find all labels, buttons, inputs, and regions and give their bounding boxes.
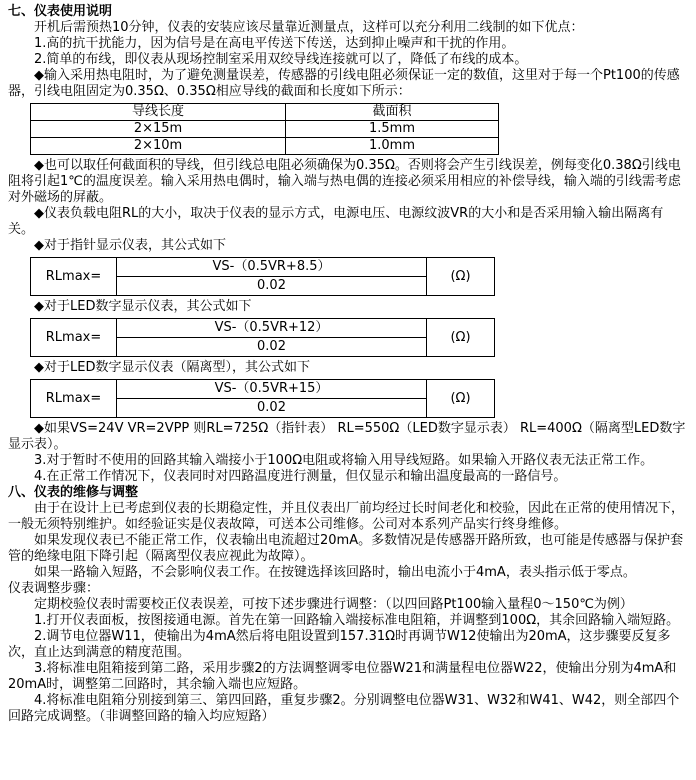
formula-numerator: VS-（0.5VR+15）: [117, 380, 426, 399]
adjustment-steps-heading: 仪表调整步骤：: [8, 581, 100, 596]
formula-unit: (Ω): [427, 319, 495, 357]
table-row: [31, 121, 499, 138]
section8-paragraph-1: 由于在设计上已考虑到仪表的长期稳定性，并且仪表出厂前均经过长时间老化和校验，因此在正常的使用情况下，一般无须特别维护。如经验证实是仪表故障，可送本公司维修。公司对本系列产品实行终身维修。: [8, 501, 685, 532]
formula-row: [31, 380, 495, 418]
adjustment-step-3: 3.将标准电阻箱接到第二路，采用步骤2的方法调整调零电位器W21和满量程电位器W22，使输出分别为4mA和20mA时，调整第二回路时，其余输入端也应短路。: [8, 661, 677, 692]
formula-numerator: VS-（0.5VR+12）: [117, 319, 426, 338]
formula-label: RLmax=: [31, 258, 117, 296]
section7-intro: 开机后需预热10分钟，仪表的安装应该尽量靠近测量点，这样可以充分利用二线制的如下优点：: [34, 20, 584, 35]
wire-length-header: 导线长度: [31, 104, 286, 121]
formula-intro-led-isolated: ◆对于LED数字显示仪表（隔离型），其公式如下: [34, 360, 310, 375]
formula-table-pointer: [30, 257, 495, 296]
wire-spec-table: [30, 103, 499, 155]
formula-fraction: [117, 258, 427, 296]
formula-denominator: 0.02: [257, 400, 286, 415]
adjustment-step-4: 4.将标准电阻箱分别接到第三、第四回路，重复步骤2。分别调整电位器W31、W32和W41、W42，则全部四个回路完成调整。（非调整回路的输入均应短路）: [8, 693, 680, 724]
section7-load-note: ◆仪表负载电阻RL的大小，取决于仪表的显示方式，电源电压、电源纹波VR的大小和是否采用输入输出隔离有关。: [8, 206, 664, 237]
formula-fraction: [117, 380, 427, 418]
formula-denominator: 0.02: [257, 278, 286, 293]
section8-periodic-note: 定期校验仪表时需要校正仪表误差，可按下述步骤进行调整：（以四回路Pt100输入量程0～150℃为例）: [34, 597, 633, 612]
wire-length-cell: 2×15m: [31, 121, 286, 138]
formula-intro-led: ◆对于LED数字显示仪表，其公式如下: [34, 299, 252, 314]
section7-wire-note: ◆也可以取任何截面积的导线，但引线总电阻必须确保为0.35Ω。否则将会产生引线误差，例每变化0.38Ω引线电阻将引起1℃的温度误差。输入采用热电偶时，输入端与热电偶的连接必须采用相应的补偿导线，输入端的引线需考虑对外磁场的屏蔽。: [8, 158, 681, 205]
section8-paragraph-3: 如果一路输入短路，不会影响仪表工作。在按键选择该回路时，输出电流小于4mA，表头指示低于零点。: [34, 565, 636, 580]
formula-row: [31, 319, 495, 357]
formula-label: RLmax=: [31, 380, 117, 418]
formula-denominator: 0.02: [257, 339, 286, 354]
section7-point-3: 3.对于暂时不使用的回路其输入端接小于100Ω电阻或将输入用导线短路。如果输入开路仪表无法正常工作。: [34, 453, 654, 468]
section7-point-4: 4.在正常工作情况下，仪表同时对四路温度进行测量，但仅显示和输出温度最高的一路信号。: [34, 469, 567, 484]
section-8-title: 八、仪表的维修与调整: [8, 485, 139, 500]
cross-section-cell: 1.0mm: [286, 138, 499, 155]
formula-fraction: [117, 319, 427, 357]
section7-point-2: 2.简单的布线，即仪表从现场控制室采用双绞导线连接就可以了，降低了布线的成本。: [34, 52, 528, 67]
formula-table-led-isolated: [30, 379, 495, 418]
cross-section-cell: 1.5mm: [286, 121, 499, 138]
formula-numerator: VS-（0.5VR+8.5）: [117, 258, 426, 277]
formula-row: [31, 258, 495, 296]
section7-point-1: 1.高的抗干扰能力，因为信号是在高电平传送下传送，达到抑止噪声和干扰的作用。: [34, 36, 515, 51]
section8-paragraph-2: 如果发现仪表已不能正常工作，仪表输出电流超过20mA。多数情况是传感器开路所致，也可能是传感器与保护套管的绝缘电阻下降引起（隔离型仪表应视此为故障）。: [8, 533, 684, 564]
cross-section-header: 截面积: [286, 104, 499, 121]
adjustment-step-1: 1.打开仪表面板，按图接通电源。首先在第一回路输入端接标准电阻箱，并调整到100Ω，其余回路输入端短路。: [34, 613, 680, 628]
section7-rtd-note: ◆输入采用热电阻时，为了避免测量误差，传感器的引线电阻必须保证一定的数值，这里对于每一个Pt100的传感器，引线电阻固定为0.35Ω、0.35Ω相应导线的截面和长度如下所示：: [8, 68, 680, 99]
section-7-title: 七、仪表使用说明: [8, 4, 113, 19]
wire-length-cell: 2×10m: [31, 138, 286, 155]
section7-example: ◆如果VS=24V VR=2VPP 则RL=725Ω（指针表） RL=550Ω（LED数字显示表） RL=400Ω（隔离型LED数字显示表）。: [8, 421, 686, 452]
wire-table-header-row: [31, 104, 499, 121]
formula-intro-pointer: ◆对于指针显示仪表，其公式如下: [34, 238, 226, 253]
formula-unit: (Ω): [427, 380, 495, 418]
formula-label: RLmax=: [31, 319, 117, 357]
adjustment-step-2: 2.调节电位器W11，使输出为4mA然后将电阻设置到157.31Ω时再调节W12使输出为20mA，这步骤要反复多次，直止达到满意的精度范围。: [8, 629, 671, 660]
formula-table-led: [30, 318, 495, 357]
table-row: [31, 138, 499, 155]
formula-unit: (Ω): [427, 258, 495, 296]
